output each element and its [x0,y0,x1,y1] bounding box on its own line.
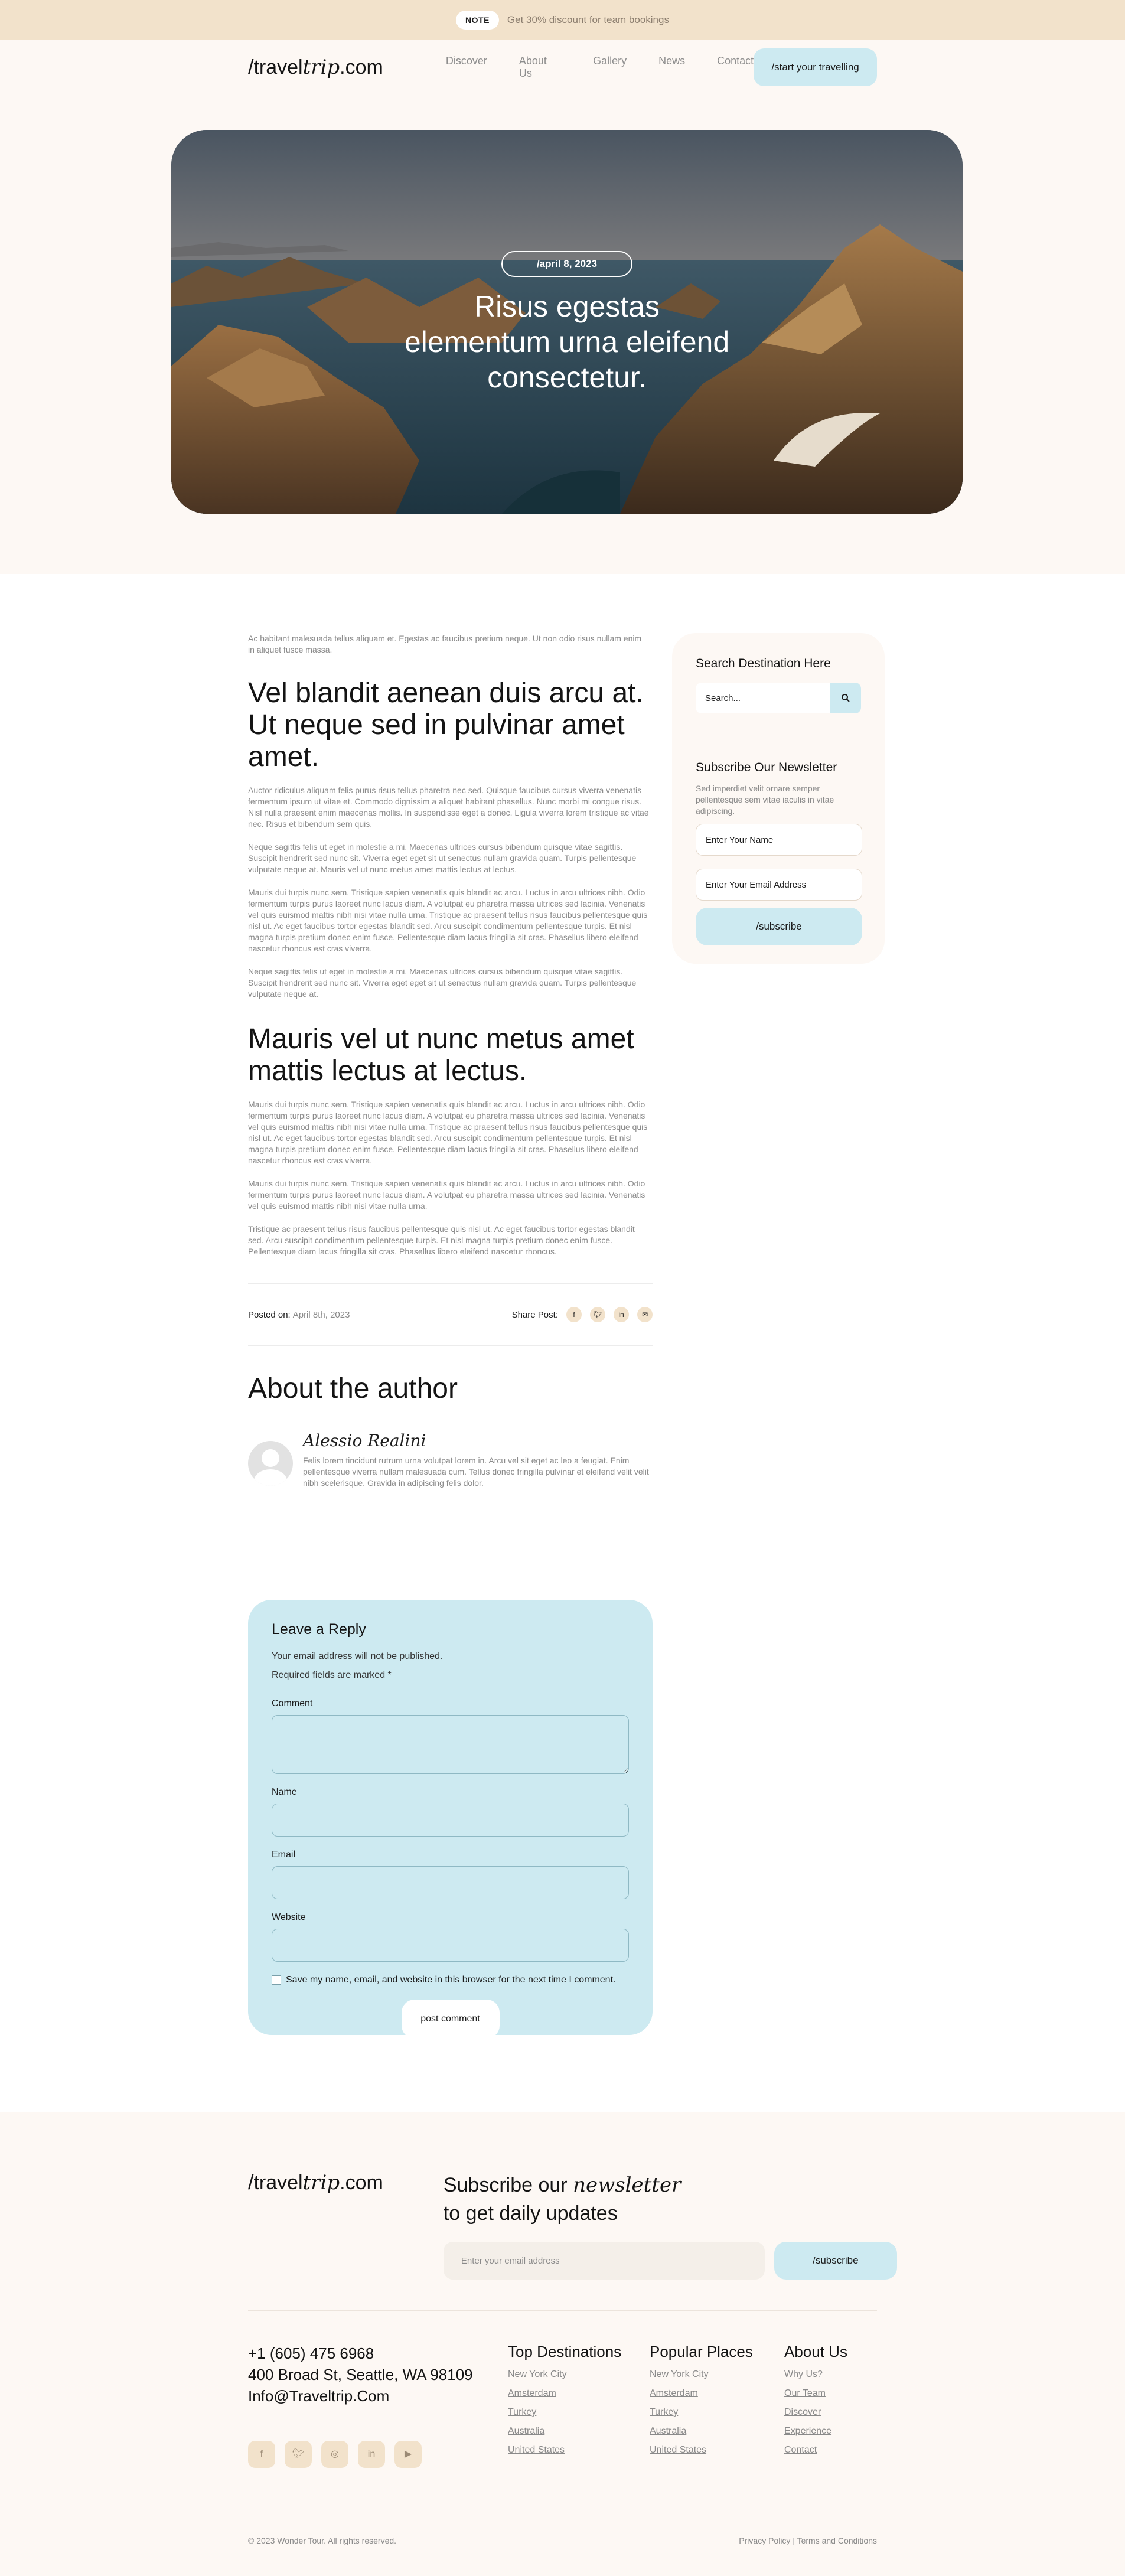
linkedin-icon[interactable]: in [358,2441,385,2468]
column-title: About Us [784,2343,847,2360]
main-nav [446,55,754,80]
newsletter-prefix: Subscribe our [443,2174,568,2196]
search-icon [841,693,850,703]
email-field[interactable] [272,1866,629,1899]
article-paragraph: Auctor ridiculus aliquam felis purus risus tellus pharetra nec sed. Quisque faucibus cursus viverra venenatis fermentum ipsum ut vitae et. Commodo dignissim a aliquet habitant phasellus. Nunc morbi mi congue risus. Nisl nulla praesent enim maecenas mollis. In suspendisse eget a donec. Ligula viverra lorem tristique ac vitae nec. Risus et bibendum sem quis. [248,785,649,829]
footer-link[interactable]: Our Team [784,2388,826,2398]
footer-link[interactable]: Australia [508,2426,545,2436]
footer-link[interactable]: New York City [650,2369,709,2379]
save-info-label: Save my name, email, and website in this browser for the next time I comment. [286,1975,616,1985]
footer-link[interactable]: Amsterdam [650,2388,698,2398]
footer-subscribe-button[interactable]: /subscribe [774,2242,897,2280]
logo-suffix: .com [340,2171,383,2194]
article-paragraph: Tristique ac praesent tellus risus faucibus pellentesque quis nisl ut. Ac eget faucibus tortor egestas blandit sed. Arcu suscipit condimentum pellentesque turpis. Et nisl magna turpis pretium donec enim fusce. Pellentesque diam lacus fringilla sit cras. Phasellus libero eleifend nascetur rhoncus. [248,1224,635,1256]
footer-link[interactable]: Australia [650,2426,687,2436]
footer-link[interactable]: Contact [784,2445,817,2455]
hero-content [171,251,963,395]
contact-info [248,2343,508,2468]
nav-news[interactable]: News [658,54,686,67]
article-paragraph: Neque sagittis felis ut eget in molestie a mi. Maecenas ultrices cursus bibendum quisque vitae sagittis. Suscipit hendrerit sed nunc sit. Viverra eget eget sit ut senectus nullam gravida quam. Turpis pellentesque vulputate neque at. Mauris vel ut nunc metus amet mattis lectus at lectus. [248,842,637,874]
article [248,633,653,2112]
column-title: Top Destinations [508,2343,622,2360]
footer-email-input[interactable]: Enter your email address [444,2242,765,2280]
newsletter-title: Subscribe Our Newsletter [696,761,837,774]
site-header [0,40,1125,94]
logo-suffix: .com [340,56,383,79]
copyright: © 2023 Wonder Tour. All rights reserved. [248,2536,397,2545]
footer-link[interactable]: United States [508,2445,565,2455]
post-meta [248,1284,653,1345]
article-paragraph: Mauris dui turpis nunc sem. Tristique sapien venenatis quis blandit ac arcu. Luctus in arcu ultrices nibh. Odio fermentum turpis purus laoreet nunc lacus diam. A volutpat eu pharetra massa ultrices sed lacinia. Venenatis vel quis euismod mattis nibh nisi vitae nulla urna. Tristique ac praesent tellus risus faucibus pellentesque quis nisl ut. Ac eget faucibus tortor egestas blandit sed. Arcu suscipit condimentum pellentesque turpis. Et nisl magna turpis pretium donec enim fusce. Pellentesque diam lacus fringilla sit cras. Phasellus libero eleifend nascetur rhoncus est cras viverra. [248,888,648,953]
start-travelling-button[interactable]: /start your travelling [754,48,877,86]
search-input[interactable]: Search... [696,683,830,713]
posted-date: April 8th, 2023 [292,1309,350,1320]
avatar [248,1441,293,1486]
nav-about-us[interactable]: About Us [519,54,547,79]
sidebar [672,633,885,964]
reply-title: Leave a Reply [272,1621,366,1638]
legal-links[interactable]: Privacy Policy | Terms and Conditions [739,2536,877,2545]
twitter-icon[interactable]: 🐦︎ [285,2441,312,2468]
social-links [248,2441,508,2468]
facebook-icon[interactable]: f [248,2441,275,2468]
reply-form [248,1600,653,2035]
footer-bottom [248,2536,877,2545]
reply-note: Your email address will not be published. [272,1651,443,1661]
reply-required-note: Required fields are marked * [272,1670,392,1680]
logo[interactable] [248,56,383,79]
email-icon[interactable]: ✉ [637,1307,653,1322]
facebook-icon[interactable]: f [566,1307,582,1322]
website-field[interactable] [272,1929,629,1962]
footer-link[interactable]: Experience [784,2426,832,2436]
about-author-title: About the author [248,1373,458,1404]
email-label: Email [272,1850,296,1860]
footer-column-about-us [784,2343,847,2468]
nav-discover[interactable]: Discover [445,54,487,67]
share-post [512,1307,653,1322]
share-label: Share Post: [511,1309,558,1320]
footer-link[interactable]: Why Us? [784,2369,823,2379]
newsletter-email-input[interactable]: Enter Your Email Address [696,869,862,901]
footer-column-popular-places [650,2343,784,2468]
newsletter-suffix: to get daily updates [443,2202,618,2225]
address: 400 Broad St, Seattle, WA 98109 [248,2366,473,2383]
nav-contact[interactable]: Contact [717,54,754,67]
comment-label: Comment [272,1698,313,1708]
article-heading-1: Vel blandit aenean duis arcu at. Ut neque sed in pulvinar amet amet. [248,677,644,772]
article-paragraph: Mauris dui turpis nunc sem. Tristique sapien venenatis quis blandit ac arcu. Luctus in arcu ultrices nibh. Odio fermentum turpis purus laoreet nunc lacus diam. A volutpat eu pharetra massa ultrices sed lacinia. Venenatis vel quis euismod mattis nibh nisi vitae nulla urna. [248,1179,645,1211]
search-button[interactable] [830,683,861,713]
author-card [248,1431,653,1489]
footer-link[interactable]: New York City [508,2369,567,2379]
comment-field[interactable] [272,1715,629,1774]
phone[interactable]: +1 (605) 475 6968 [248,2345,374,2362]
announcement-bar [0,0,1125,40]
footer-link[interactable]: Turkey [508,2407,537,2417]
hero-title: Risus egestas elementum urna eleifend consectetur. [404,290,730,394]
footer-link[interactable]: Discover [784,2407,821,2417]
newsletter-name-input[interactable]: Enter Your Name [696,824,862,856]
name-label: Name [272,1787,297,1797]
main-content [0,574,1125,2112]
footer-logo[interactable] [248,2171,383,2280]
sidebar-subscribe-button[interactable]: /subscribe [696,908,862,945]
logo-prefix: /travel [248,56,303,79]
posted-label: Posted on: [248,1309,291,1320]
hero-image [171,130,963,514]
save-info-checkbox[interactable] [272,1975,281,1985]
footer-link[interactable]: Amsterdam [508,2388,556,2398]
newsletter-italic: newsletter [573,2173,681,2197]
search-bar [696,683,861,713]
website-label: Website [272,1912,306,1922]
article-heading-2: Mauris vel ut nunc metus amet mattis lectus at lectus. [248,1023,634,1087]
nav-gallery[interactable]: Gallery [593,54,627,67]
newsletter-text: Sed imperdiet velit ornare semper pellentesque sem vitae iaculis in vitae adipiscing. [696,784,834,816]
column-title: Popular Places [650,2343,753,2360]
footer-newsletter [444,2171,897,2280]
twitter-icon[interactable]: 🐦︎ [590,1307,605,1322]
youtube-icon[interactable]: ▶ [394,2441,422,2468]
site-footer [0,2112,1125,2575]
article-paragraph: Neque sagittis felis ut eget in molestie a mi. Maecenas ultrices cursus bibendum quisque vitae sagittis. Suscipit hendrerit sed nunc sit. Viverra eget eget sit ut senectus nullam gravida quam. Turpis pellentesque vulputate neque at. [248,967,637,999]
divider [248,2310,877,2311]
footer-link[interactable]: Turkey [650,2407,679,2417]
hero-date-badge: /april 8, 2023 [501,251,632,277]
footer-column-top-destinations [508,2343,650,2468]
instagram-icon[interactable]: ◎ [321,2441,348,2468]
search-title: Search Destination Here [696,657,831,670]
post-comment-button[interactable]: post comment [402,2000,500,2039]
divider [248,1345,653,1346]
footer-link[interactable]: United States [650,2445,707,2455]
linkedin-icon[interactable]: in [614,1307,629,1322]
note-badge: NOTE [456,11,499,30]
email[interactable]: Info@Traveltrip.Com [248,2387,390,2405]
article-intro: Ac habitant malesuada tellus aliquam et. Egestas ac faucibus pretium neque. Ut non odio risus nullam enim in aliquet fusce massa. [248,634,642,654]
hero-section [0,94,1125,574]
logo-italic: trip [302,2171,340,2195]
logo-italic: trip [302,55,340,79]
article-paragraph: Mauris dui turpis nunc sem. Tristique sapien venenatis quis blandit ac arcu. Luctus in arcu ultrices nibh. Odio fermentum turpis purus laoreet nunc lacus diam. A volutpat eu pharetra massa ultrices sed lacinia. Venenatis vel quis euismod mattis nibh nisi vitae nulla urna. Tristique ac praesent tellus risus faucibus pellentesque quis nisl ut. Ac eget faucibus tortor egestas blandit sed. Arcu suscipit condimentum pellentesque turpis. Et nisl magna turpis pretium donec enim fusce. Pellentesque diam lacus fringilla sit cras. Phasellus libero eleifend nascetur rhoncus est cras viverra. [248,1100,648,1165]
announcement-text: Get 30% discount for team bookings [507,14,669,25]
footer-newsletter-title [444,2171,692,2228]
save-info-row [272,1975,629,1985]
name-field[interactable] [272,1804,629,1837]
author-bio: Felis lorem tincidunt rutrum urna volutpat lorem in. Arcu vel sit eget ac leo a feugiat. Enim pellentesque viverra nullam malesuada cum. Tellus donec fringilla pulvinar et eleifend velit velit nibh scelerisque. Gravida in adipiscing felis dolor. [303,1456,649,1488]
logo-prefix: /travel [248,2171,303,2194]
author-name: Alessio Realini [303,1431,426,1450]
